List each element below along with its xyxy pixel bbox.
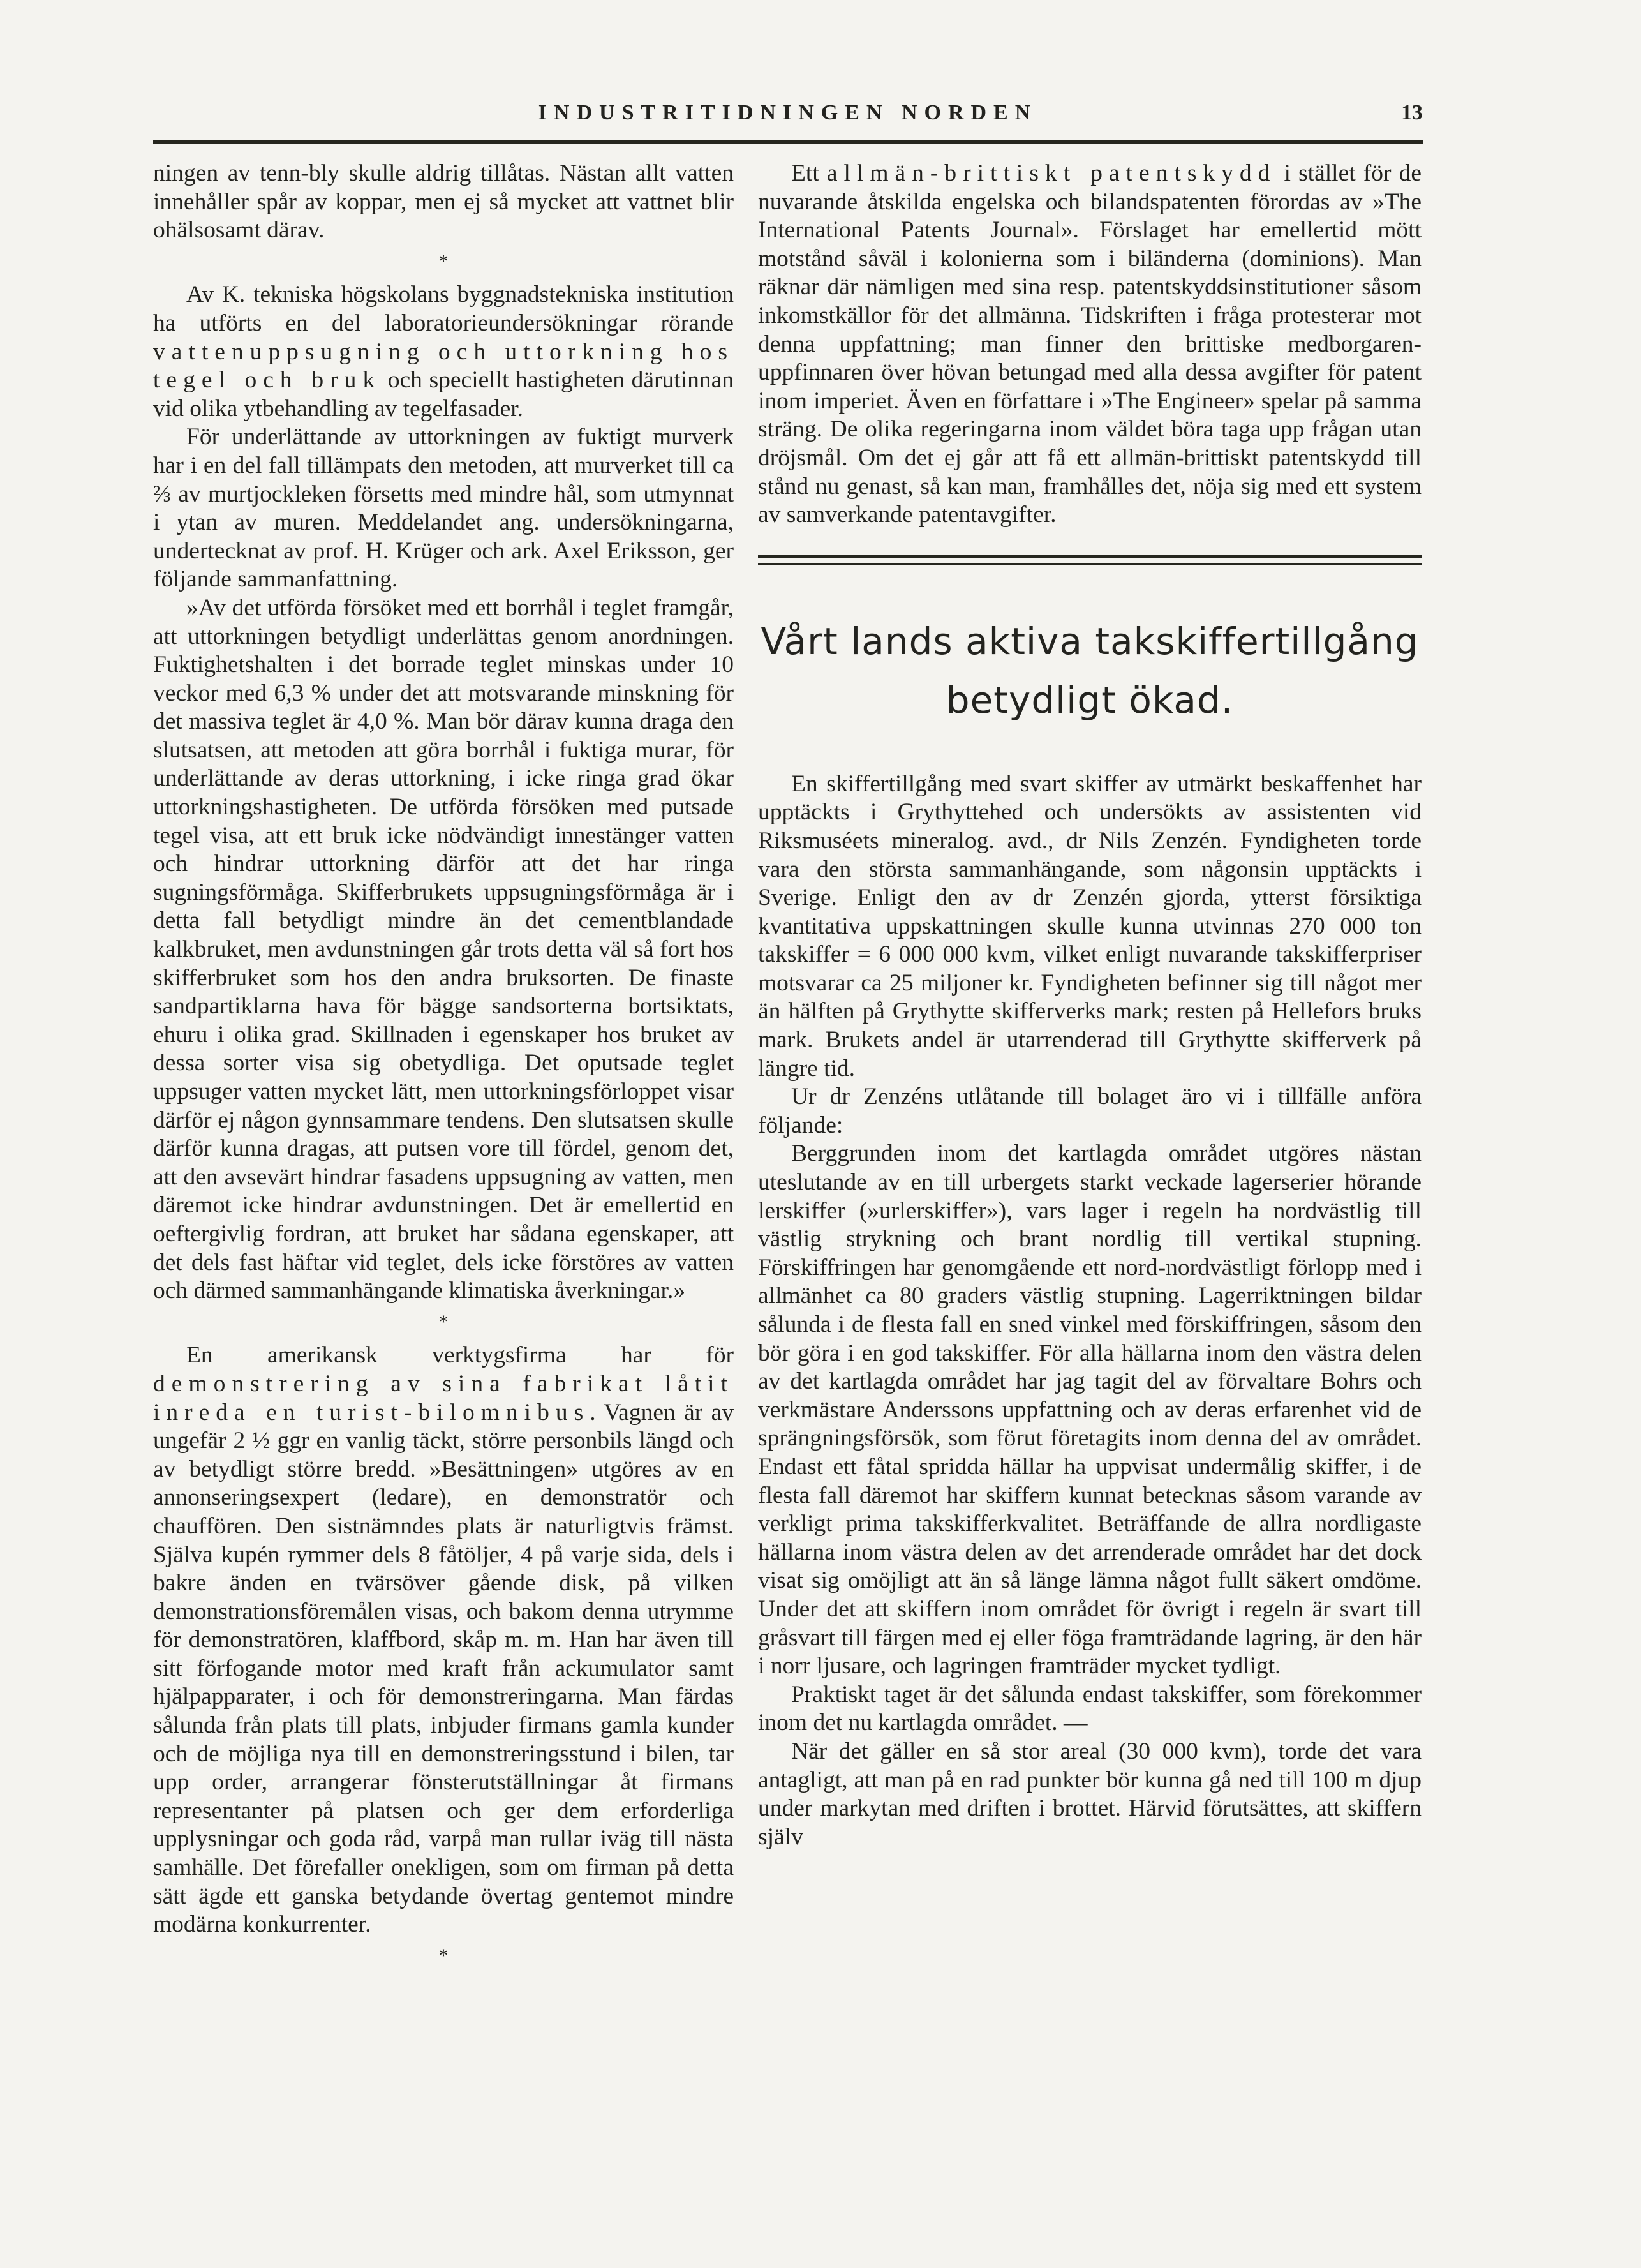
spaced-emphasis: allmän-brittiskt patentskydd [826,160,1277,186]
left-column [153,160,734,1975]
article-title-line: betydligt ökad. [946,678,1234,722]
paragraph: ningen av tenn-bly skulle aldrig tillåtas. Nästan allt vatten innehåller spår av koppar, men ej så mycket att vattnet blir ohälsosamt därav. [153,160,734,244]
paragraph: Berggrunden inom det kartlagda området utgöres nästan uteslutande av en till urbergets starkt veckade lagerserier hörande lerskiffer (»urlerskiffer»), vars lager i regeln ha nordvästlig till västlig strykning och brant nordlig till vertikal stupning. Förskiffringen har genomgående ett nord-nordvästligt förlopp med i allmänhet ca 80 graders västlig stupning. Lagerriktningen bildar sålunda i de flesta fall en sned vinkel med förskiffringen, såsom den bör göra i en god takskiffer. För alla hällarna inom den västra delen av det kartlagda området har jag tagit del av förvaltare Bohrs och verkmästare Anderssons uppfattning och av deras erfarenhet vid de sprängningsförsök, som förut företagits inom denna del av området. Endast ett fåtal spridda hällar ha uppvisat undermålig skiffer, i de flesta fall däremot har skiffern kunnat betecknas såsom varande av verkligt prima takskifferkvalitet. Beträffande de allra nordligaste hällarna inom västra delen av det arrenderade området har det dock visat sig omöjligt att än så länge lämna något fullt säkert omdöme. Under det att skiffern inom området för övrigt i regeln är svart till gråsvart till färgen med ej eller föga framträdande lagring, är den här i norr ljusare, och lagringen framträder mycket tydligt. [758,1140,1422,1680]
article-title-line: Vårt lands aktiva takskiffertillgång [761,619,1419,663]
paragraph: För underlättande av uttorkningen av fuktigt murverk har i en del fall tillämpats den metoden, att murverket till ca ⅔ av murtjockleken försetts med mindre hål, som utmynnat i ytan av muren. Meddelandet ang. undersökningarna, undertecknat av prof. H. Krüger och ark. Axel Eriksson, ger följande sammanfattning. [153,424,734,593]
paragraph: »Av det utförda försöket med ett borrhål i teglet framgår, att uttorkningen betydligt underlättas genom anordningen. Fuktighetshalten i det borrade teglet minskas under 10 veckor med 6,3 % under det att motsvarande minskning för det massiva teglet är 4,0 %. Man bör därav kunna draga den slutsatsen, att metoden att göra borrhål i fuktiga murar, för underlättande av deras uttorkning, i icke ringa grad ökar uttorkningshastigheten. De utförda försöken med putsade tegel visa, att ett bruk icke nödvändigt innestänger vatten och hindrar uttorkning därför att det har ringa sugningsförmåga. Skifferbrukets uppsugningsförmåga är i detta fall betydligt mindre än det cementblandade kalkbruket, men avdunstningen går trots detta väl så fort hos skifferbruket som hos den andra bruksorten. De finaste sandpartiklarna hava för bägge sandsorterna bortsiktats, ehuru i olika grad. Skillnaden i egenskaper hos bruket av dessa sorter visa sig obetydliga. Det oputsade teglet uppsuger vatten mycket lätt, men uttorkningsförloppet visar därför ej någon gynnsammare tendens. Den slutsatsen skulle därför kunna dragas, att putsen vore till fördel, genom det, att den avsevärt hindrar fasadens uppsugning av vatten, men däremot icke hindrar avdunstningen. Det är emellertid en oeftergivlig fordran, att bruket har sådana egenskaper, att det dels fast häftar vid teglet, dels icke förstöres av vatten och därmed sammanhängande klimatiska åverkningar.» [153,594,734,1304]
paragraph: Praktiskt taget är det sålunda endast takskiffer, som förekommer inom det nu kartlagda området. — [758,1681,1422,1736]
journal-name: INDUSTRITIDNINGEN NORDEN [538,101,1038,124]
paragraph [153,1341,734,1939]
text-run: i stället för de nuvarande åtskilda engelska och bilandspatenten förordas av »The International Patents Journal». Förslaget har emellertid mött motstånd såväl i kolonierna som i biländerna (dominions). Man räknar där nämligen med sina resp. patentskyddsinstitutioner såsom inkomstkällor för det allmänna. Tidskriften i fråga protesterar mot denna uppfattning; man finner den brittiske medborgaren-uppfinnaren över hövan betungad med alla dessa avgifter för patent inom imperiet. Även en författare i »The Engineer» spelar på samma sträng. De olika regeringarna inom väldet böra taga upp frågan utan dröjsmål. Om det ej går att få ett allmän-brittiskt patentskydd till stånd nu genast, så kan man, framhålles det, nöja sig med ett system av samverkande patentavgifter. [758,160,1422,528]
paragraph: Ur dr Zenzéns utlåtande till bolaget äro vi i tillfälle anföra följande: [758,1084,1422,1138]
text-run: Ett [791,160,827,186]
text-run: En amerikansk verktygsfirma har för [186,1342,734,1369]
spaced-emphasis: vattenuppsugning och uttorkning hos tegel och bruk [153,338,734,394]
article-title [758,612,1422,729]
running-header [153,96,1423,144]
separator-asterisk: * [438,1944,449,1966]
separator-asterisk: * [438,250,449,272]
paragraph [758,160,1422,530]
text-run: . Vagnen är av ungefär 2 ½ ggr en vanlig täckt, större personbils längd och av betydligt större bredd. »Besättningen» utgöres av en annonseringsexpert (ledare), en demonstratör och chauffören. Den sistnämndes plats är naturligtvis främst. Själva kupén rymmer dels 8 fåtöljer, 4 på varje sida, dels i bakre änden en tvärsöver gående disk, på vilken demonstrationsföremålen visas, och bakom denna utrymme för demonstratören, klaffbord, skåp m. m. Han har även till sitt förfogande motor med kraft från ackumulator samt hjälpapparater, i och för demonstreringarna. Man färdas sålunda från plats till plats, inbjuder firmans gamla kunder och de möjliga nya till en demonstreringsstund i bilen, tar upp order, arrangerar fönsterutställningar åt firmans representanter på platsen och ger dem erforderliga upplysningar och goda råd, varpå man rullar iväg till nästa samhälle. Det förefaller onekligen, som om firman på detta sätt ägde ett ganska betydande övertag gentemot mindre modärna konkurrenter. [153,1399,734,1938]
page-number: 13 [1401,101,1423,124]
right-column [758,160,1422,1851]
paragraph [153,281,734,423]
section-divider [758,555,1422,565]
text-run: Av K. tekniska högskolans byggnadstekniska institution ha utförts en del laboratorieundersökningar rörande [153,281,734,336]
separator-asterisk: * [438,1311,449,1332]
spaced-emphasis: demonstrering av sina fabrikat låtit inreda en turist-bilomnibus [153,1370,734,1426]
paragraph: En skiffertillgång med svart skiffer av utmärkt beskaffenhet har upptäckts i Grythyttehed och undersökts av assistenten vid Riksmuséets mineralog. avd., dr Nils Zenzén. Fyndigheten torde vara den största sammanhängande, som någonsin upptäckts i Sverige. Enligt den av dr Zenzén gjorda, ytterst försiktiga kvantitativa uppskattningen skulle kunna utvinnas 270 000 ton takskiffer = 6 000 000 kvm, vilket enligt nuvarande takskifferpriser motsvarar ca 25 miljoner kr. Fyndigheten befinner sig till något mer än hälften på Grythytte skifferverks mark; resten på Hellefors bruks mark. Brukets andel är utarrenderad till Grythytte skifferverk på längre tid. [758,770,1422,1082]
text-run: och speciellt hastigheten därutinnan vid olika ytbehandling av tegelfasader. [153,367,734,422]
paragraph: När det gäller en så stor areal (30 000 kvm), torde det vara antagligt, att man på en rad punkter bör kunna gå ned till 100 m djup under markytan med driften i brottet. Härvid förutsättes, att skiffern själv [758,1738,1422,1850]
